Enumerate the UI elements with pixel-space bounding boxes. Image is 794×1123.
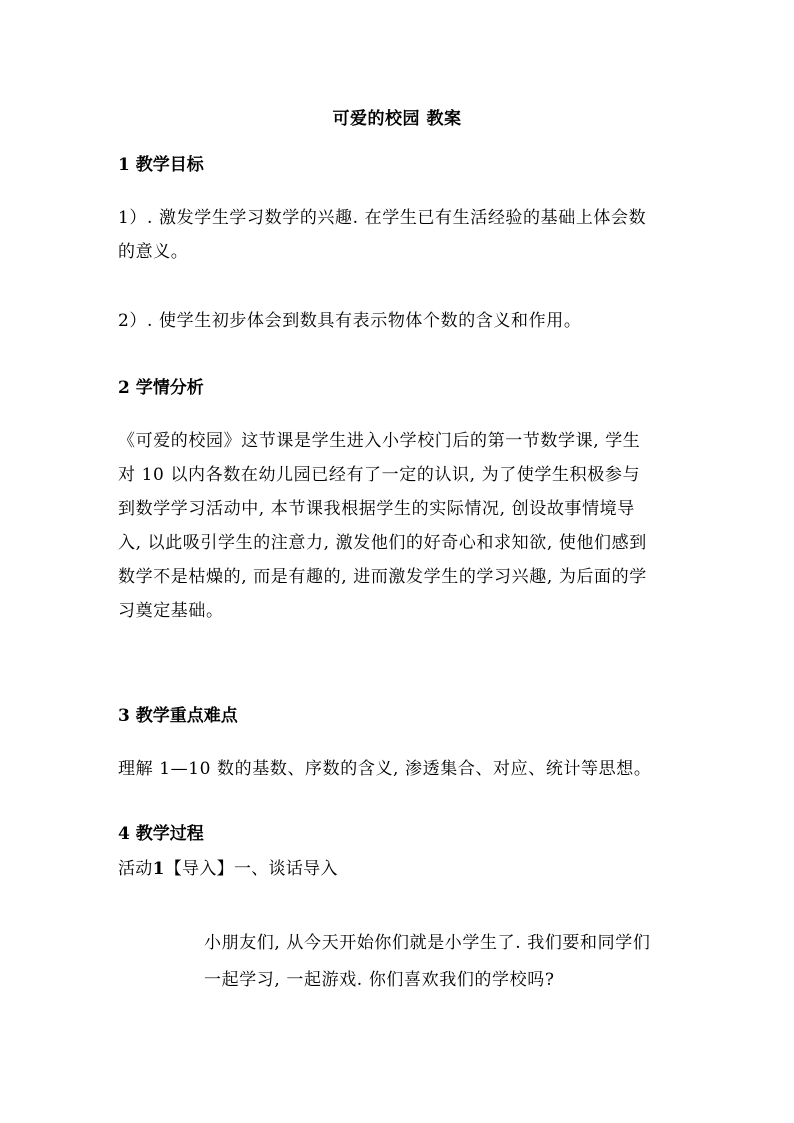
activity-number: 1 bbox=[152, 859, 165, 879]
activity-prefix: 活动 bbox=[118, 859, 153, 879]
section-heading-analysis: 2 学情分析 bbox=[118, 378, 204, 398]
activity-line bbox=[118, 852, 678, 886]
quote-line: 小朋友们, 从今天开始你们就是小学生了. 我们要和同学们 bbox=[204, 933, 651, 953]
paragraph-line: 数学不是枯燥的, 而是有趣的, 进而激发学生的学习兴趣, 为后面的学 bbox=[118, 567, 647, 587]
paragraph-line: 到数学学习活动中, 本节课我根据学生的实际情况, 创设故事情境导 bbox=[118, 499, 635, 519]
section-heading-process: 4 教学过程 bbox=[118, 824, 204, 844]
activity-tag: 【导入】 bbox=[164, 859, 234, 879]
paragraph-line: 1）. 激发学生学习数学的兴趣. 在学生已有生活经验的基础上体会数 bbox=[118, 208, 647, 228]
quote-line: 一起学习, 一起游戏. 你们喜欢我们的学校吗? bbox=[204, 970, 555, 990]
objective-paragraph-2 bbox=[118, 304, 678, 338]
paragraph-line: 对 10 以内各数在幼儿园已经有了一定的认识, 为了使学生积极参与 bbox=[118, 465, 641, 485]
document-title: 可爱的校园 教案 bbox=[332, 109, 462, 129]
key-points-paragraph bbox=[118, 752, 678, 786]
objective-paragraph-1 bbox=[118, 201, 678, 269]
section-heading-objectives: 1 教学目标 bbox=[118, 155, 204, 175]
analysis-paragraph bbox=[118, 424, 678, 628]
section-heading-key-points: 3 教学重点难点 bbox=[118, 706, 238, 726]
paragraph-line: 习奠定基础。 bbox=[118, 601, 224, 621]
paragraph-line: 《可爱的校园》这节课是学生进入小学校门后的第一节数学课, 学生 bbox=[118, 431, 641, 451]
paragraph-line: 理解 1—10 数的基数、序数的含义, 渗透集合、对应、统计等思想。 bbox=[118, 759, 652, 779]
paragraph-line: 入, 以此吸引学生的注意力, 激发他们的好奇心和求知欲, 使他们感到 bbox=[118, 533, 647, 553]
activity-label: 一、谈话导入 bbox=[233, 859, 338, 879]
paragraph-line: 2）. 使学生初步体会到数具有表示物体个数的含义和作用。 bbox=[118, 311, 582, 331]
intro-quote bbox=[204, 925, 684, 999]
paragraph-line: 的意义。 bbox=[118, 242, 189, 262]
